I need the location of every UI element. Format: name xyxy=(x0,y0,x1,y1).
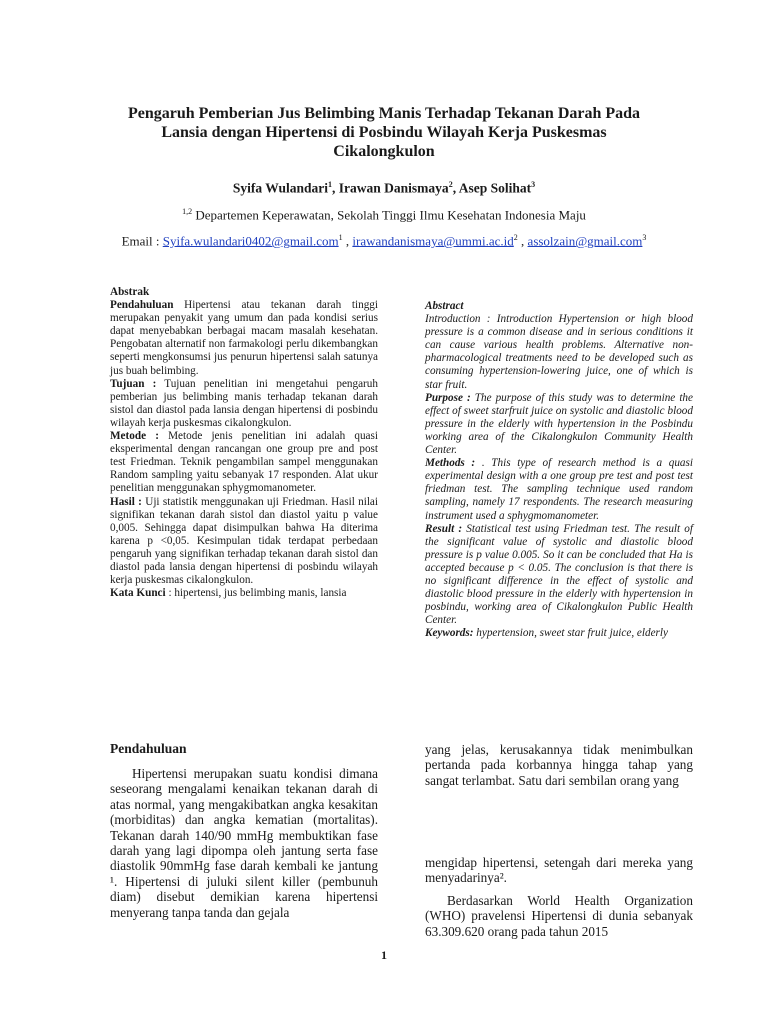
abstract-section xyxy=(425,457,693,522)
email-line: Email : Syifa.wulandari0402@gmail.com$^1$ , $irawandanismaya@ummi.ac.id^2$ , assolzain@gmail.com$^3$ xyxy=(121,233,647,249)
section-text: . This type of research method is a quasi experimental design with a one group pre test and post test friedman test. The sampling technique used random sampling, namely 17 respondents. The research measuring instrument used a sphygmomanometer. xyxy=(425,457,693,522)
section-text: The purpose of this study was to determine the effect of sweet starfruit juice on systolic and diastolic blood pressure in the elderly with hypertension in the Posbindu working area of the Cikalongkulon Community Health Center. xyxy=(425,391,693,457)
author-name: Asep Solihat xyxy=(458,180,532,196)
abstrak-section xyxy=(110,299,378,378)
section-label: Hasil : xyxy=(110,495,142,508)
section-label: Metode : xyxy=(110,430,159,443)
author-name: Irawan Danismaya xyxy=(338,180,449,196)
abstract-column xyxy=(425,300,693,640)
abstract-section xyxy=(425,392,693,457)
body-paragraph: mengidap hipertensi, setengah dari mereka yang menyadarinya². xyxy=(425,855,693,886)
body-paragraph: Berdasarkan World Health Organization (WHO) pravelensi Hipertensi di dunia sebanyak 63.309.620 orang pada tahun 2015 xyxy=(425,893,693,939)
body-paragraph: Hipertensi merupakan suatu kondisi dimana seseorang mengalami kenaikan tekanan darah di atas normal, yang mengakibatkan angka kesakitan (morbiditas) dan angka kematian (mortalitas). Tekanan darah 140/90 mmHg membuktikan fase darah yang lagi dipompa oleh jantung serta fase diastolik 90mmHg fase darah kembali ke jantung ¹. Hipertensi di juluki silent killer (pembunuh diam) disebut demikian karena hipertensi menyerang tanpa tanda dan gejala xyxy=(110,766,378,920)
paper-title: Pengaruh Pemberian Jus Belimbing Manis Terhadap Tekanan Darah Pada Lansia dengan Hipertensi di Posbindu Wilayah Kerja Puskesmas Cikalongkulon xyxy=(127,105,641,160)
body-paragraph: yang jelas, kerusakannya tidak menimbulkan pertanda pada korbannya hingga tahap yang sangat terlambat. Satu dari sembilan orang yang xyxy=(425,742,693,788)
email-sup: 3 xyxy=(642,233,647,242)
author-list: Syifa Wulandari$^1$, Irawan Danismaya$^2$, Asep Solihat$^3$ xyxy=(232,180,536,196)
abstract-section xyxy=(425,627,693,640)
abstrak-column xyxy=(110,286,378,600)
section-text: Uji statistik menggunakan uji Friedman. Hasil nilai signifikan tekanan darah sistol dan diastol yaitu p value 0,005. Sehingga dapat disimpulkan bahwa Ha diterima karena p <0,05. Kesimpulan tidak terdapat perbedaan pengaruh yang signifikan terhadap tekanan darah sistol dan diastol pada lansia dengan hipertensi di posbindu wilayah kerja puskesmas cikalongkulon. xyxy=(110,495,379,587)
author-name: Syifa Wulandari xyxy=(232,180,329,196)
section-label: Methods : xyxy=(425,457,476,470)
affiliation-text: Departemen Keperawatan, Sekolah Tinggi Ilmu Kesehatan Indonesia Maju xyxy=(195,207,586,223)
abstract-section xyxy=(425,523,693,628)
email-sup: 2 xyxy=(513,233,518,242)
email-link[interactable]: Syifa.wulandari0402@gmail.com xyxy=(162,233,339,249)
section-label: Introduction : xyxy=(425,313,491,326)
section-label: Purpose : xyxy=(425,391,471,404)
page-number: 1 xyxy=(381,948,387,962)
section-label: Pendahuluan xyxy=(110,299,174,312)
abstrak-heading: Abstrak xyxy=(110,286,150,298)
section-label: Result : xyxy=(425,522,463,535)
section-text: hypertension, sweet star fruit juice, elderly xyxy=(473,627,668,640)
author-sup: 3 xyxy=(531,180,536,189)
abstrak-section xyxy=(110,430,378,495)
email-link[interactable]: irawandanismaya@ummi.ac.id xyxy=(352,233,514,249)
abstrak-section xyxy=(110,587,378,600)
email-sup: 1 xyxy=(338,233,343,242)
author-sup: 2 xyxy=(448,180,453,189)
email-label: Email : xyxy=(121,233,163,249)
affiliation xyxy=(0,207,768,223)
section-label: Kata Kunci xyxy=(110,587,166,600)
abstrak-section xyxy=(110,496,378,588)
author-sup: 1 xyxy=(328,180,333,189)
affiliation-sup: 1,2 xyxy=(182,207,193,216)
section-text: Hipertensi atau tekanan darah tinggi merupakan penyakit yang umum dan pada kondisi serius dapat menyebabkan berbagai macam masalah kesehatan. Pengobatan alternatif non farmakologi perlu dikembangkan seperti mengkonsumsi jus penurun hipertensi salah satunya jus buah belimbing. xyxy=(110,299,378,377)
section-text: Tujuan penelitian ini mengetahui pengaruh pemberian jus belimbing manis terhadap tekanan darah sistol dan diastol pada lansia dengan hipertensi di posbindu wilayah kerja puskesmas cikalongkulon. xyxy=(110,377,378,429)
email-link[interactable]: assolzain@gmail.com xyxy=(527,233,643,249)
section-label: Tujuan : xyxy=(110,377,157,390)
section-label: Keywords: xyxy=(425,627,474,640)
abstract-section xyxy=(425,313,693,392)
section-text: Metode jenis penelitian ini adalah quasi eksperimental dengan rancangan one group pre and post test Friedman. Teknik pengambilan sampel menggunakan Random sampling yaitu sebanyak 17 responden. Alat ukur penelitian menggunakan sphygmomanometer. xyxy=(110,430,378,495)
section-heading: Pendahuluan xyxy=(110,741,187,756)
section-text: Introduction Hypertension or high blood pressure is a common disease and in serious conditions it can cause various health problems. Alternative non-pharmacological treatments need to be developed such as consuming hypertension-lowering juice, one of which is star fruit. xyxy=(425,313,693,391)
section-text: Statistical test using Friedman test. The result of the significant value of systolic and diastolic blood pressure is p value 0.005. So it can be concluded that Ha is accepted because p < 0.05. The conclusion is that there is no significant difference in the effect of systolic and diastolic blood pressure in the elderly with hypertension in posbindu, working area of Cikalongkulon Public Health Center. xyxy=(425,522,693,627)
abstrak-section xyxy=(110,378,378,430)
abstract-heading: Abstract xyxy=(425,300,464,312)
section-text: : hipertensi, jus belimbing manis, lansia xyxy=(165,587,347,600)
